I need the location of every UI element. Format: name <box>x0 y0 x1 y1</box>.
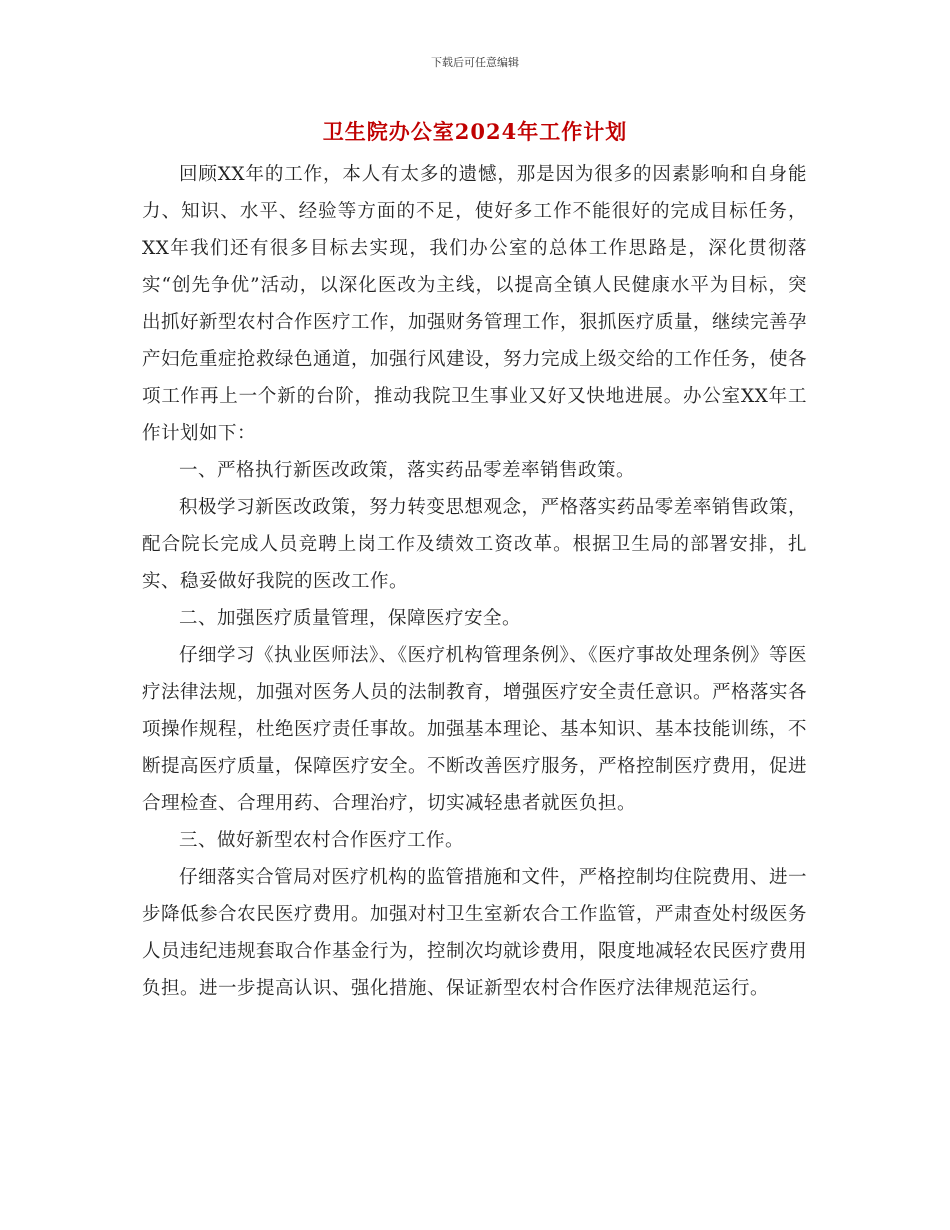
document-title: 卫生院办公室2024年工作计划 <box>322 119 628 144</box>
document-body <box>142 156 807 1007</box>
paragraph-section-1: 积极学习新医改政策，努力转变思想观念，严格落实药品零差率销售政策，配合院长完成人员竞聘上岗工作及绩效工资改革。根据卫生局的部署安排，扎实、稳妥做好我院的医改工作。 <box>142 497 807 592</box>
section-heading-3: 三、做好新型农村合作医疗工作。 <box>179 830 465 851</box>
section-heading-1: 一、严格执行新医改政策，落实药品零差率销售政策。 <box>179 460 636 481</box>
paragraph-intro: 回顾XX年的工作，本人有太多的遗憾，那是因为很多的因素影响和自身能力、知识、水平、经验等方面的不足，使好多工作不能很好的完成目标任务，XX年我们还有很多目标去实现，我们办公室的总体工作思路是，深化贯彻落实“创先争优”活动，以深化医改为主线，以提高全镇人民健康水平为目标，突出抓好新型农村合作医疗工作，加强财务管理工作，狠抓医疗质量，继续完善孕产妇危重症抢救绿色通道，加强行风建设，努力完成上级交给的工作任务，使各项工作再上一个新的台阶，推动我院卫生事业又好又快地进展。办公室XX年工作计划如下： <box>142 164 808 444</box>
paragraph-section-2: 仔细学习《执业医师法》、《医疗机构管理条例》、《医疗事故处理条例》等医疗法律法规，加强对医务人员的法制教育，增强医疗安全责任意识。严格落实各项操作规程，杜绝医疗责任事故。加强基本理论、基本知识、基本技能训练，不断提高医疗质量，保障医疗安全。不断改善医疗服务，严格控制医疗费用，促进合理检查、合理用药、合理治疗，切实减轻患者就医负担。 <box>142 645 808 814</box>
section-heading-2: 二、加强医疗质量管理，保障医疗安全。 <box>179 608 522 629</box>
header-note: 下载后可任意编辑 <box>431 56 519 69</box>
paragraph-section-3: 仔细落实合管局对医疗机构的监管措施和文件，严格控制均住院费用、进一步降低参合农民医疗费用。加强对村卫生室新农合工作监管，严肃查处村级医务人员违纪违规套取合作基金行为，控制次均就诊费用，限度地减轻农民医疗费用负担。进一步提高认识、强化措施、保证新型农村合作医疗法律规范运行。 <box>142 867 808 999</box>
